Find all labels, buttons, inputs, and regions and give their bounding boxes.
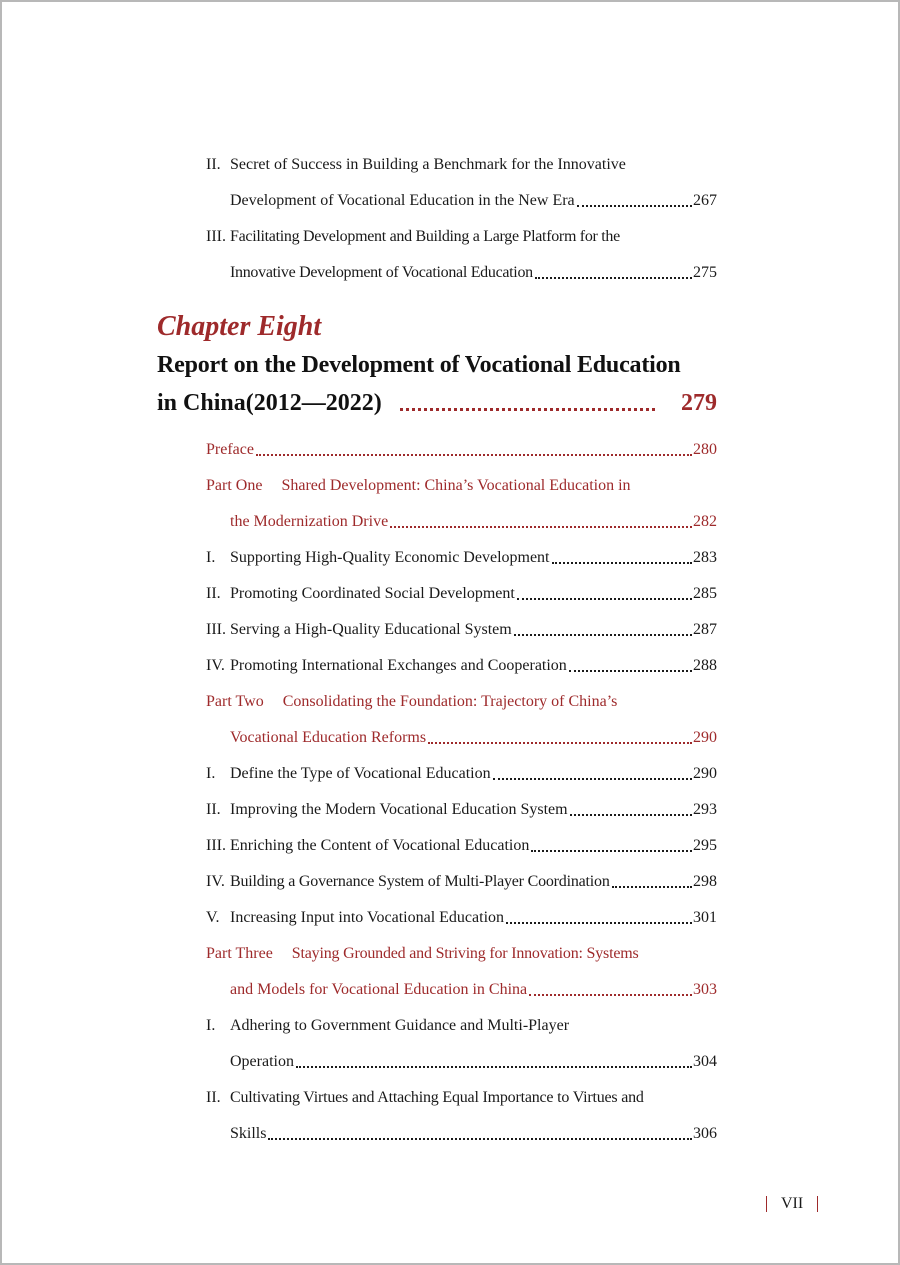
dot-leader <box>493 778 692 780</box>
toc-entry[interactable] <box>206 900 717 936</box>
toc-entry-preface[interactable] <box>206 432 717 468</box>
toc-part-three-line1[interactable] <box>206 936 717 972</box>
toc-entry[interactable] <box>206 756 717 792</box>
part-title-continued: Vocational Education Reforms <box>230 729 427 746</box>
entry-title: Increasing Input into Vocational Education <box>230 909 505 926</box>
entry-title: Building a Governance System of Multi-Player Coordination <box>230 873 610 890</box>
toc-part-two-line2[interactable] <box>230 720 717 756</box>
page-folio: VII <box>781 1195 804 1212</box>
entry-number: IV. <box>206 657 225 674</box>
entry-title: Improving the Modern Vocational Education System <box>230 801 568 818</box>
dot-leader <box>506 922 692 924</box>
page-number: 282 <box>693 513 717 530</box>
entry-title: Cultivating Virtues and Attaching Equal Importance to Virtues and <box>230 1089 644 1106</box>
entry-title: Define the Type of Vocational Education <box>230 765 491 782</box>
page-number: 303 <box>693 981 717 998</box>
dot-leader <box>531 850 692 852</box>
dot-leader <box>535 277 692 279</box>
entry-title: Enriching the Content of Vocational Education <box>230 837 530 854</box>
chapter-title-line2[interactable] <box>157 384 717 422</box>
page-footer <box>766 1190 818 1218</box>
toc-entry-line1[interactable] <box>206 1080 717 1116</box>
folio-divider-right <box>817 1196 818 1212</box>
toc-part-one-line2[interactable] <box>230 504 717 540</box>
dot-leader <box>612 886 692 888</box>
entry-number: III. <box>206 621 226 638</box>
part-label: Part Three <box>206 945 273 962</box>
entry-title: Promoting International Exchanges and Cooperation <box>230 657 567 674</box>
chapter-page-number: 279 <box>681 390 717 416</box>
folio-divider-left <box>766 1196 767 1212</box>
page-number: 301 <box>693 909 717 926</box>
entry-number: II. <box>206 801 221 818</box>
entry-number: I. <box>206 765 216 782</box>
entry-number: V. <box>206 909 220 926</box>
toc-entry-ii-line1[interactable] <box>206 147 717 183</box>
page-number: 283 <box>693 549 717 566</box>
chapter-title-text: in China(2012—2022) <box>157 390 382 416</box>
toc-entry-iii-line1[interactable] <box>206 219 717 255</box>
entry-title: Promoting Coordinated Social Development <box>230 585 515 602</box>
part-title: Staying Grounded and Striving for Innovation: Systems <box>291 945 639 962</box>
part-label: Part One <box>206 477 263 494</box>
entry-number: III. <box>206 837 226 854</box>
page-number: 280 <box>693 441 717 458</box>
chapter-title-line1[interactable] <box>157 346 717 384</box>
part-title-continued: and Models for Vocational Education in China <box>230 981 528 998</box>
dot-leader <box>390 526 692 528</box>
entry-title: Serving a High-Quality Educational System <box>230 621 512 638</box>
entry-number: II. <box>206 1089 221 1106</box>
dot-leader <box>577 205 692 207</box>
toc-entry[interactable] <box>206 576 717 612</box>
toc-entry[interactable] <box>206 864 717 900</box>
entry-number: III. <box>206 228 226 245</box>
toc-entry-line2[interactable] <box>230 1116 717 1152</box>
entry-title: Facilitating Development and Building a Large Platform for the <box>230 228 620 245</box>
toc-entry[interactable] <box>206 792 717 828</box>
entry-title: Preface <box>206 441 254 458</box>
entry-title: Supporting High-Quality Economic Development <box>230 549 550 566</box>
toc-entry-ii-line2[interactable] <box>230 183 717 219</box>
page-number: 306 <box>693 1125 717 1142</box>
entry-number: II. <box>206 585 221 602</box>
entry-title-continued: Operation <box>230 1053 294 1070</box>
entry-number: I. <box>206 549 216 566</box>
page-number: 293 <box>693 801 717 818</box>
page-number: 304 <box>693 1053 717 1070</box>
entry-title-continued: Skills <box>230 1125 267 1142</box>
toc-entry[interactable] <box>206 828 717 864</box>
page-number: 298 <box>693 873 717 890</box>
page-number: 275 <box>693 264 717 281</box>
part-title: Consolidating the Foundation: Trajectory of China’s <box>282 693 618 710</box>
dot-leader <box>268 1138 692 1140</box>
toc-part-three-line2[interactable] <box>230 972 717 1008</box>
toc-entry[interactable] <box>206 648 717 684</box>
entry-number: II. <box>206 156 221 173</box>
dot-leader <box>256 454 692 456</box>
dot-leader <box>529 994 692 996</box>
page-number: 290 <box>693 729 717 746</box>
dot-leader <box>514 634 692 636</box>
page-number: 288 <box>693 657 717 674</box>
page-number: 267 <box>693 192 717 209</box>
dot-leader <box>428 742 692 744</box>
toc-entry[interactable] <box>206 540 717 576</box>
dot-leader <box>400 408 655 411</box>
chapter-label: Chapter Eight <box>157 311 322 342</box>
page-number: 295 <box>693 837 717 854</box>
dot-leader <box>296 1066 692 1068</box>
dot-leader <box>570 814 692 816</box>
part-title: Shared Development: China’s Vocational Education in <box>281 477 631 494</box>
toc-entry[interactable] <box>206 612 717 648</box>
dot-leader <box>517 598 692 600</box>
page-number: 287 <box>693 621 717 638</box>
entry-title-continued: Development of Vocational Education in the New Era <box>230 192 575 209</box>
toc-entry-iii-line2[interactable] <box>230 255 717 291</box>
part-label: Part Two <box>206 693 264 710</box>
entry-title: Adhering to Government Guidance and Multi-Player <box>230 1017 570 1034</box>
entry-title-continued: Innovative Development of Vocational Education <box>230 264 533 281</box>
dot-leader <box>569 670 692 672</box>
toc-part-one-line1[interactable] <box>206 468 717 504</box>
chapter-title-text: Report on the Development of Vocational Education <box>157 352 681 378</box>
part-title-continued: the Modernization Drive <box>230 513 389 530</box>
toc-entry-line2[interactable] <box>230 1044 717 1080</box>
page-number: 290 <box>693 765 717 782</box>
toc-part-two-line1[interactable] <box>206 684 717 720</box>
entry-number: IV. <box>206 873 225 890</box>
entry-title: Secret of Success in Building a Benchmark for the Innovative <box>230 156 626 173</box>
toc-entry-line1[interactable] <box>206 1008 717 1044</box>
entry-number: I. <box>206 1017 216 1034</box>
page-number: 285 <box>693 585 717 602</box>
dot-leader <box>552 562 693 564</box>
